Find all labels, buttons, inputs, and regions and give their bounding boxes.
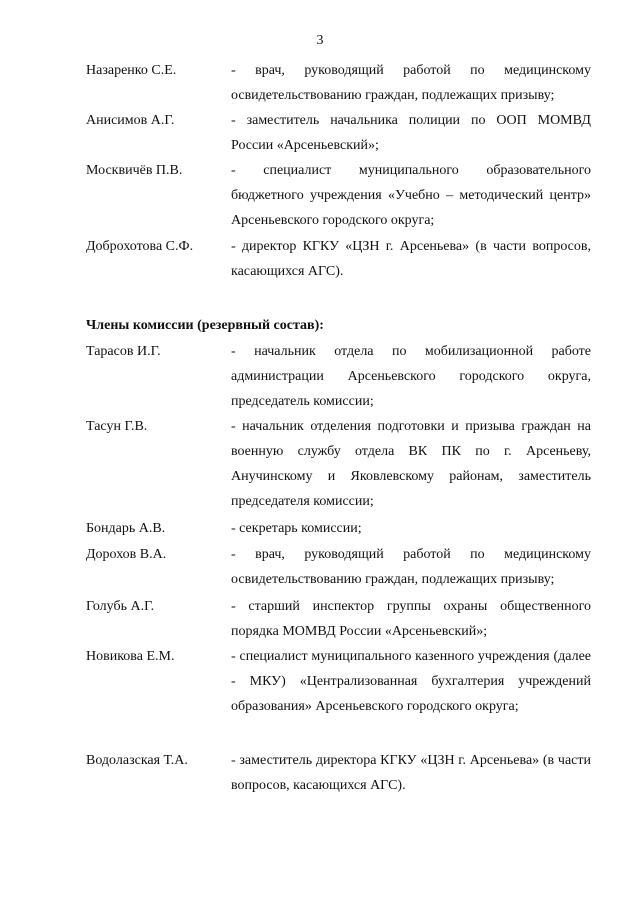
member-name: Тасун Г.В. (86, 419, 148, 434)
member-role: - старший инспектор группы охраны общественного порядка МОМВД России «Арсеньевский»; (231, 599, 591, 639)
member-name: Голубь А.Г. (86, 599, 155, 614)
member-row (0, 748, 640, 798)
member-name: Бондарь А.В. (86, 521, 166, 536)
member-role: - секретарь комиссии; (231, 521, 362, 536)
member-row (0, 58, 640, 108)
member-name: Новикова Е.М. (86, 649, 175, 664)
reserve-heading: Члены комиссии (резервный состав): (86, 318, 324, 333)
member-role: - заместитель директора КГКУ «ЦЗН г. Арсеньева» (в части вопросов, касающихся АГС). (231, 753, 591, 793)
member-role: - врач, руководящий работой по медицинскому освидетельствованию граждан, подлежащих призыву; (231, 63, 591, 103)
member-role: - заместитель начальника полиции по ООП МОМВД России «Арсеньевский»; (231, 113, 591, 153)
member-row (0, 234, 640, 284)
member-role: - начальник отделения подготовки и призыва граждан на военную службу отдела ВК ПК по г. Арсеньеву, Анучинскому и Яковлевскому районам, заместитель председателя комиссии; (231, 419, 591, 509)
member-row (0, 414, 640, 514)
member-name: Назаренко С.Е. (86, 63, 177, 78)
member-row (0, 644, 640, 719)
member-name: Анисимов А.Г. (86, 113, 175, 128)
member-row (0, 516, 640, 541)
member-role: - директор КГКУ «ЦЗН г. Арсеньева» (в части вопросов, касающихся АГС). (231, 239, 591, 279)
member-row (0, 108, 640, 158)
member-name: Водолазская Т.А. (86, 753, 188, 768)
member-name: Тарасов И.Г. (86, 344, 161, 359)
page-number: 3 (316, 33, 324, 48)
member-row (0, 158, 640, 233)
member-row (0, 542, 640, 592)
member-name: Доброхотова С.Ф. (86, 239, 194, 254)
member-role: - специалист муниципального казенного учреждения (далее - МКУ) «Централизованная бухгалтерия учреждений образования» Арсеньевского городского округа; (231, 649, 591, 714)
member-role: - врач, руководящий работой по медицинскому освидетельствованию граждан, подлежащих призыву; (231, 547, 591, 587)
member-name: Дорохов В.А. (86, 547, 167, 562)
member-row (0, 594, 640, 644)
member-role: - начальник отдела по мобилизационной работе администрации Арсеньевского городского округа, председатель комиссии; (231, 344, 591, 409)
member-role: - специалист муниципального образовательного бюджетного учреждения «Учебно – методический центр» Арсеньевского городского округа; (231, 163, 591, 228)
member-row (0, 339, 640, 414)
member-name: Москвичёв П.В. (86, 163, 183, 178)
